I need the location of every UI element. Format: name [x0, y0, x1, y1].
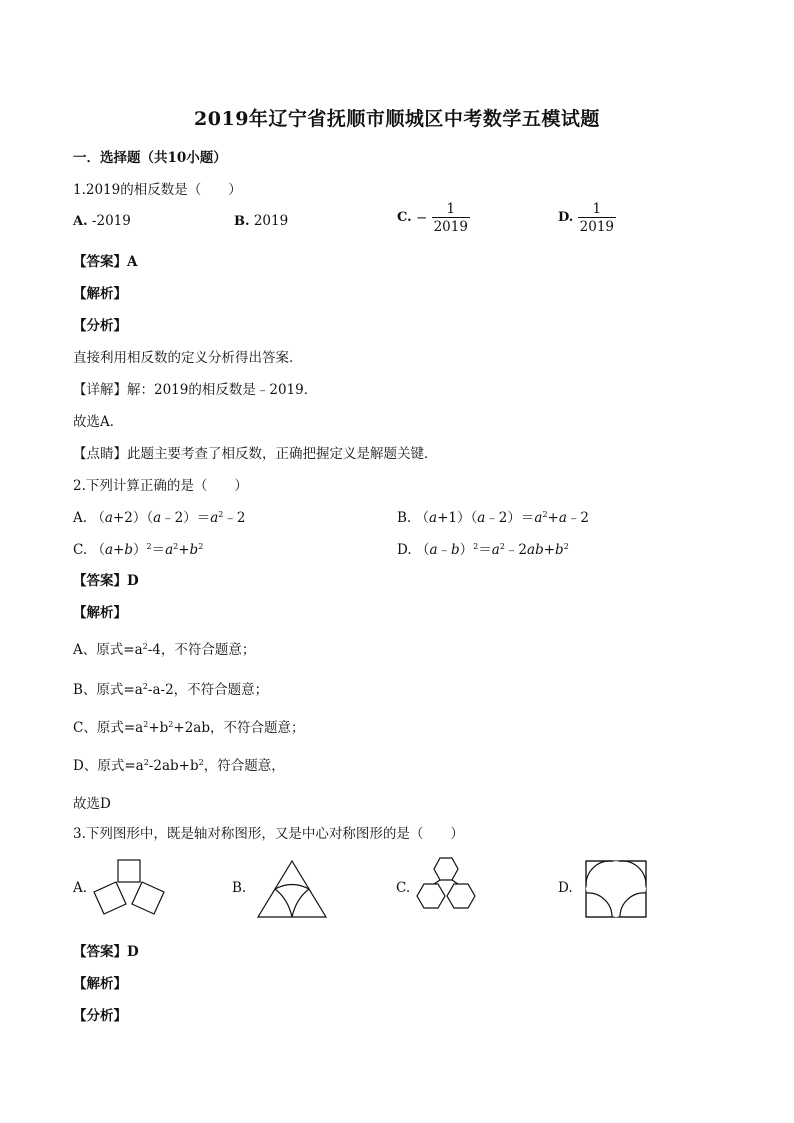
q3-fenxi-tag: 【分析】 — [73, 1008, 127, 1024]
q3-analysis-tag: 【解析】 — [73, 976, 127, 992]
q1-option-c — [397, 201, 470, 235]
minus-sign: − — [415, 210, 428, 226]
q2-line-b: B、原式$=a^2-a-2$，不符合题意； — [73, 682, 269, 698]
q2-line-a: A、原式$=a^2-4$，不符合题意； — [73, 642, 256, 658]
fraction — [432, 201, 470, 235]
q3-option-a-label: A. — [73, 880, 88, 896]
figure-three-squares — [90, 858, 170, 920]
q2-option-b — [397, 506, 589, 526]
option-label: B. — [397, 510, 412, 526]
q2-stem: 2.下列计算正确的是（ ） — [73, 478, 248, 494]
page-title: 2019年辽宁省抚顺市顺城区中考数学五模试题 — [194, 108, 600, 130]
q2-option-d — [397, 538, 569, 558]
option-label: C. — [73, 542, 88, 558]
option-formula: $(a+1)(a﹣2)=a^2+a﹣2$ — [415, 510, 590, 526]
q1-option-d — [558, 201, 616, 235]
option-formula: $(a﹣b)^2=a^2﹣2ab+b^2$ — [415, 542, 569, 558]
q2-choose: 故选D — [73, 796, 111, 812]
denominator: 2019 — [579, 219, 614, 235]
option-text: 2019 — [253, 213, 289, 229]
q1-stem: 1.2019的相反数是（ ） — [73, 182, 242, 198]
numerator: 1 — [592, 201, 602, 217]
option-label: A. — [73, 214, 88, 229]
option-label: A. — [73, 510, 88, 526]
figure-three-hexagons — [412, 856, 482, 920]
q1-analysis-tag: 【解析】 — [73, 286, 127, 302]
denominator: 2019 — [433, 219, 468, 235]
q1-answer: 【答案】A — [73, 254, 138, 270]
q2-answer: 【答案】D — [73, 573, 139, 589]
option-label: B. — [234, 214, 250, 229]
option-formula: $(a+2)(a﹣2)=a^2﹣2$ — [91, 510, 246, 526]
q1-option-a — [73, 213, 131, 229]
q1-detail: 【详解】解：2019的相反数是﹣2019． — [73, 382, 318, 398]
q1-fenxi-text: 直接利用相反数的定义分析得出答案． — [73, 350, 303, 366]
option-text: -2019 — [91, 213, 131, 229]
q3-option-b-label: B. — [232, 880, 247, 896]
option-label: C. — [397, 210, 412, 225]
section-heading: 一．选择题（共10小题） — [73, 150, 227, 166]
q3-stem: 3.下列图形中，既是轴对称图形，又是中心对称图形的是（ ） — [73, 826, 464, 842]
q3-option-d-label: D. — [558, 880, 573, 896]
q1-comment: 【点睛】此题主要考查了相反数，正确把握定义是解题关键． — [73, 446, 438, 462]
q2-option-c — [73, 538, 203, 558]
figure-four-quarter-arcs — [583, 858, 649, 920]
option-label: D. — [397, 542, 412, 558]
q3-answer: 【答案】D — [73, 944, 139, 960]
q2-line-c: C、原式$=a^2+b^2+2ab$，不符合题意； — [73, 720, 305, 736]
figure-triangle-arcs — [254, 858, 330, 920]
option-label: D. — [558, 210, 574, 225]
q1-fenxi-tag: 【分析】 — [73, 318, 127, 334]
option-formula: $(a+b)^2=a^2+b^2$ — [91, 542, 204, 558]
q3-option-c-label: C. — [396, 880, 411, 896]
q2-line-d: D、原式$=a^2-2ab+b^2$，符合题意， — [73, 758, 285, 774]
q1-option-b — [234, 213, 288, 229]
q1-choose: 故选A． — [73, 414, 124, 430]
fraction — [578, 201, 616, 235]
q2-analysis-tag: 【解析】 — [73, 605, 127, 621]
q2-option-a — [73, 506, 245, 526]
numerator: 1 — [446, 201, 456, 217]
